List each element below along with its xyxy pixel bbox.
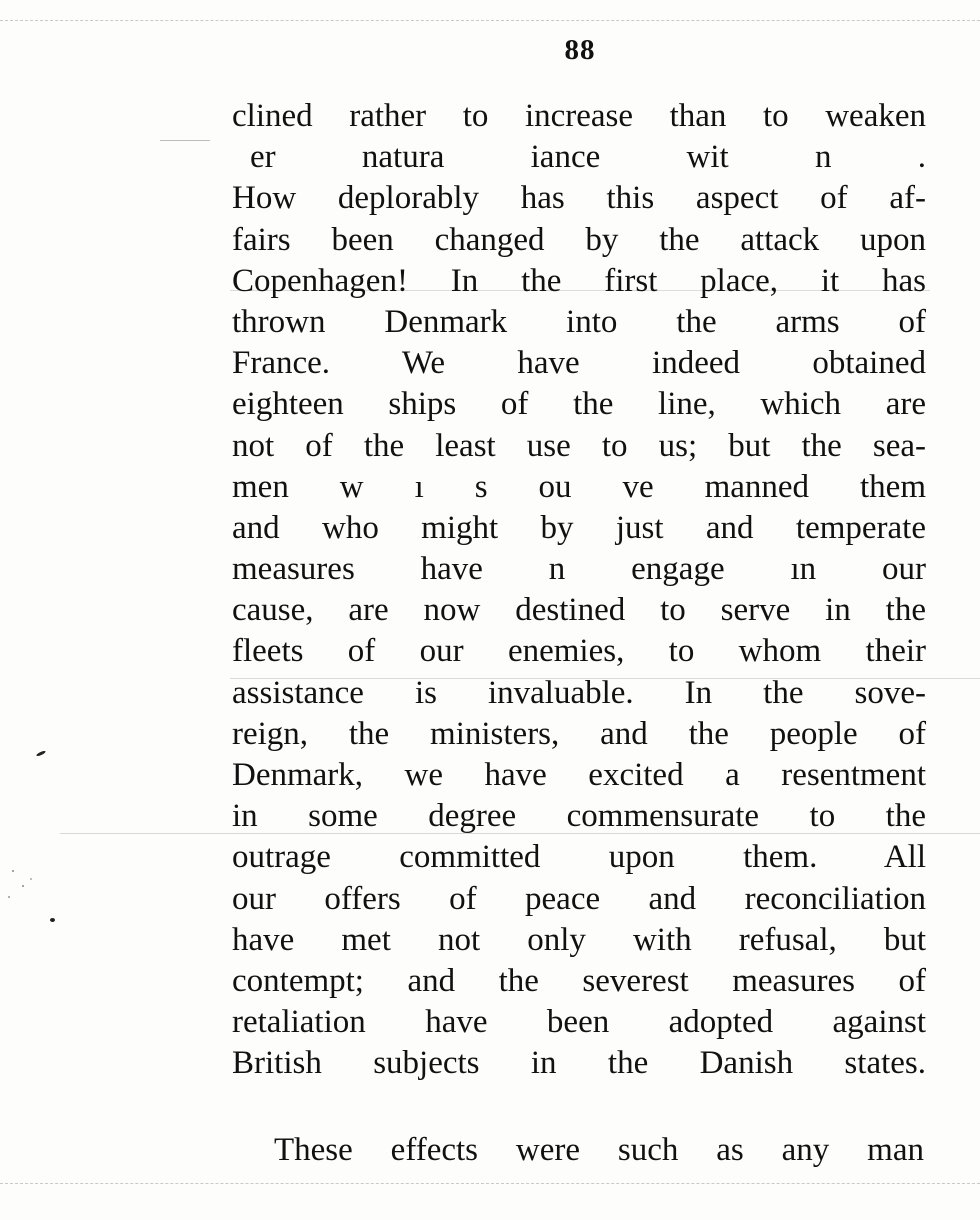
text-line: fairs been changed by the attack upon xyxy=(232,221,926,258)
text-line: Copenhagen! In the first place, it has xyxy=(232,262,926,299)
text-line: fleets of our enemies, to whom their xyxy=(232,633,926,670)
scan-artifact-line xyxy=(0,20,980,21)
text-line: have met not only with refusal, but xyxy=(232,921,926,958)
ink-speck xyxy=(8,896,10,898)
text-line: er natura iance wit n . xyxy=(250,139,926,176)
text-line: France. We have indeed obtained xyxy=(232,345,926,382)
text-line: How deplorably has this aspect of af- xyxy=(232,180,926,217)
text-line: our offers of peace and reconciliation xyxy=(232,880,926,917)
text-line: assistance is invaluable. In the sove- xyxy=(232,674,926,711)
ink-speck xyxy=(12,870,14,872)
text-line: retaliation have been adopted against xyxy=(232,1004,926,1041)
text-line: Denmark, we have excited a resentment xyxy=(232,757,926,793)
text-line: eighteen ships of the line, which are xyxy=(232,386,926,423)
ink-speck xyxy=(36,750,46,757)
page-number: 88 xyxy=(564,34,596,66)
ink-speck xyxy=(50,918,55,922)
text-line: in some degree commensurate to the xyxy=(232,798,926,835)
ink-speck xyxy=(22,885,24,887)
text-line: cause, are now destined to serve in the xyxy=(232,592,926,629)
text-line: measures have n engage ın our xyxy=(232,551,926,588)
text-line: contempt; and the severest measures of xyxy=(232,962,926,999)
scan-artifact-line xyxy=(0,1183,980,1184)
scan-artifact-line xyxy=(160,140,210,141)
text-line: not of the least use to us; but the sea- xyxy=(232,427,926,464)
text-line: These effects were such as any man xyxy=(274,1132,924,1168)
text-line: reign, the ministers, and the people of xyxy=(232,715,926,752)
paragraph-1 xyxy=(232,96,926,1085)
text-line: outrage committed upon them. All xyxy=(232,839,926,876)
text-line: British subjects in the Danish states. xyxy=(232,1045,926,1082)
paragraph-2 xyxy=(274,1130,924,1171)
text-line: and who might by just and temperate xyxy=(232,509,926,546)
text-line: clined rather to increase than to weaken xyxy=(232,98,926,134)
text-line: thrown Denmark into the arms of xyxy=(232,303,926,340)
ink-speck xyxy=(30,878,32,880)
text-line: men w ı s ou ve manned them xyxy=(232,468,926,505)
